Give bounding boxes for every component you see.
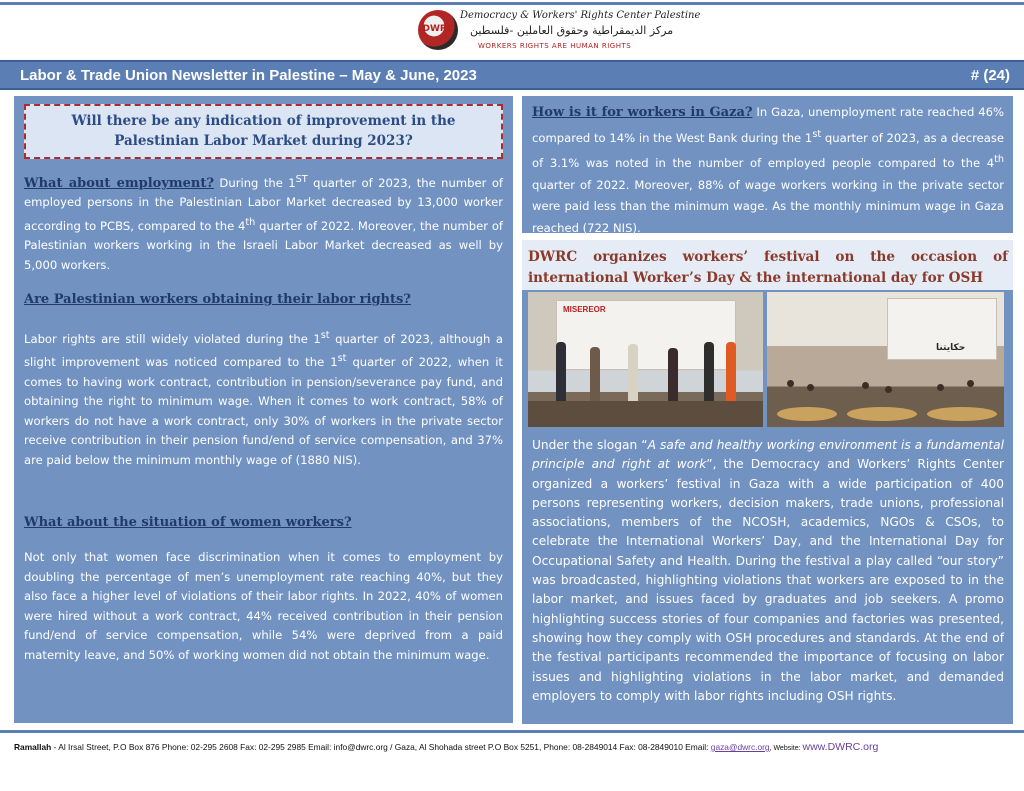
rights-heading: Are Palestinian workers obtaining their labor rights?	[24, 292, 411, 307]
gaza-sup-1: st	[812, 128, 822, 140]
audience-head-icon	[967, 380, 974, 387]
gaza-email-link[interactable]: gaza@dwrc.org	[710, 742, 770, 752]
gaza-sup-2: th	[994, 154, 1004, 166]
footer-city: Ramallah	[14, 742, 52, 752]
audience-head-icon	[807, 384, 814, 391]
festival-body	[532, 436, 1004, 706]
festival-title-area	[522, 240, 1013, 290]
org-name-english: Democracy & Workers' Rights Center Palestine	[460, 10, 701, 21]
gaza-text-3: quarter of 2022. Moreover, 88% of wage workers working in the private sector were paid less than the minimum wage. As the monthly minimum wage in Gaza reached (722 NIS).	[532, 177, 1004, 235]
top-rule	[0, 2, 1024, 5]
dwrc-logo	[410, 6, 701, 56]
backdrop-banner	[887, 298, 997, 360]
gaza-heading: How is it for workers in Gaza?	[532, 105, 753, 120]
gaza-text-1: In Gaza, unemployment rate reached 46% compared to 14% in the West Bank during the 1	[532, 105, 1004, 145]
question-box	[24, 104, 503, 159]
festival-section	[522, 240, 1013, 724]
rights-text-3: quarter of 2022, when it comes to having work contract, contribution in pension/severance pay fund, and obtaining the right to minimum wage. When it comes to work contract, 58% of workers do not have a work contract, only 30% of workers in the private sector receive contribution in their pension fund/end of service compensation, and 37% are paid below the minimum monthly wage of (1880 NIS).	[24, 355, 503, 467]
women-section: Not only that women face discrimination when it comes to employment by doubling the percentage of men’s unemployment rate reaching 40%, but they also face a higher level of violations of their labor rights. In 2022, 40% of women were hired without a work contract, 44% received contribution in their pension fund/end of service compensation, while 54% were deprived from a paid maternity leave, and 50% of working women did not obtain the minimum wage.	[24, 550, 503, 662]
employment-sup-2: th	[245, 216, 256, 228]
newsletter-title: Labor & Trade Union Newsletter in Palestine – May & June, 2023	[20, 67, 477, 84]
logo-abbreviation: DWRC	[422, 24, 454, 34]
person-figure-icon	[556, 342, 566, 402]
newsletter-banner	[0, 60, 1024, 90]
person-figure-icon	[590, 347, 600, 402]
footer-rule	[0, 730, 1024, 733]
question-heading: Will there be any indication of improvement in the Palestinian Labor Market during 2023?	[71, 113, 456, 149]
gaza-section	[522, 96, 1013, 233]
footer-contact	[14, 741, 1014, 753]
backdrop-sign-text: حكايتنا	[936, 343, 966, 353]
women-heading: What about the situation of women workers?	[24, 515, 352, 530]
org-motto: WORKERS RIGHTS ARE HUMAN RIGHTS	[478, 42, 632, 50]
audience-table	[777, 407, 837, 421]
stage-floor	[528, 401, 763, 427]
left-column	[14, 96, 513, 723]
rights-text-1: Labor rights are still widely violated during the 1	[24, 331, 321, 346]
employment-text-1: During the 1	[214, 175, 296, 190]
festival-slogan: A safe and healthy working environment is a fundamental principle and right at work	[532, 438, 1004, 472]
rights-section	[24, 326, 503, 470]
gaza-text	[532, 102, 1004, 239]
audience-table	[847, 407, 917, 421]
person-figure-icon	[704, 342, 714, 402]
employment-text-3: quarter of 2022. Moreover, the number of Palestinian workers working in the Israeli Labor Market decreased as well by 5,000 workers.	[24, 218, 504, 272]
audience-head-icon	[937, 384, 944, 391]
person-figure-icon	[726, 342, 736, 402]
rights-sup-2: st	[337, 353, 347, 365]
audience-table	[927, 407, 997, 421]
issue-number: # (24)	[970, 67, 1010, 84]
audience-head-icon	[862, 382, 869, 389]
employment-text-2: quarter of 2023, the number of employed persons in the Palestinian Labor Market decreased by 13,000 worker according to PCBS, compared to the 4	[24, 175, 503, 233]
festival-text-1: Under the slogan “	[532, 438, 648, 452]
misereor-banner-text: MISEREOR	[563, 305, 606, 314]
org-name-arabic: مركز الديمقراطية وحقوق العاملين -فلسطين	[470, 24, 674, 37]
footer-address: - Al Irsal Street, P.O Box 876 Phone: 02-295 2608 Fax: 02-295 2985 Email: info@dwrc.org / Gaza, Al Shohada street P.O Box 5251, Phone: 08-2849014 Fax: 08-2849010 Email:	[51, 742, 711, 752]
audience-head-icon	[787, 380, 794, 387]
festival-text-2: ”, the Democracy and Workers’ Rights Center organized a workers’ festival in Gaza with a wide participation of 400 persons representing workers, decision makers, trade unions, professional associations, members of the NCOSH, academics, NGOs & CSOs, to celebrate the International Workers’ Day, and the International Day for Occupational Safety and Health. During the festival a play called “our story” was broadcasted, highlighting violations that workers are exposed to in the labor market, and issues faced by graduates and job seekers. A promo highlighting success stories of four companies and factories was presented, showing how they comply with OSH procedures and standards. At the end of the festival participants recommended the importance of focusing on labor issues and highlighting violations in the labor market, and demanded employers to comply with labor rights including OSH rights.	[532, 457, 1004, 703]
employment-section	[24, 170, 503, 275]
festival-photo-stage	[528, 292, 763, 427]
employment-heading: What about employment?	[24, 175, 215, 191]
rights-text-2: quarter of 2023, although a slight improvement was noticed compared to the 1	[24, 331, 503, 370]
employment-sup-1: ST	[295, 174, 308, 185]
gaza-text-2: quarter of 2023, as a decrease of 3.1% was noted in the number of employed people compared to the 4	[532, 130, 1004, 170]
rights-sup-1: st	[320, 330, 330, 341]
website-label: , Website:	[769, 745, 803, 752]
audience-head-icon	[885, 386, 892, 393]
person-figure-icon	[628, 344, 638, 402]
person-figure-icon	[668, 348, 678, 402]
website-link[interactable]: www.DWRC.org	[802, 741, 879, 753]
festival-title: DWRC organizes workers’ festival on the occasion of international Worker’s Day & the international day for OSH	[528, 249, 1008, 286]
festival-photo-audience	[767, 292, 1004, 427]
